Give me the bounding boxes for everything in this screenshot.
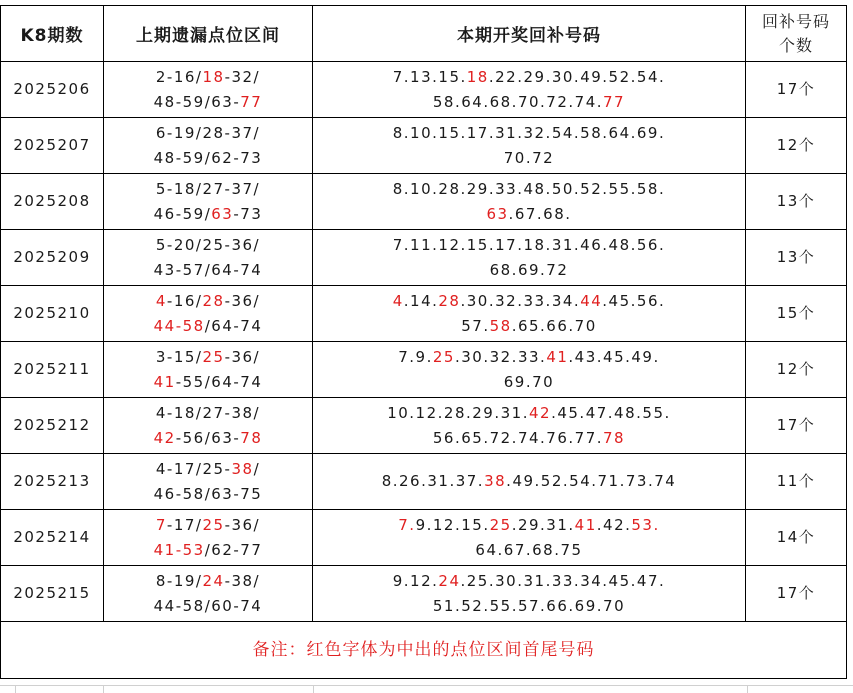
note-text: 备注：红色字体为中出的点位区间首尾号码 <box>1 622 847 679</box>
highlight-number: 58 <box>489 316 512 335</box>
numbers-line <box>313 594 745 619</box>
range-cell <box>104 454 313 510</box>
note-row <box>1 622 847 679</box>
highlight-number: 7 <box>155 515 167 534</box>
highlight-number: 38 <box>231 459 254 478</box>
highlight-number: 28 <box>438 291 461 310</box>
highlight-number: 4 <box>392 291 404 310</box>
text-segment: -36/ <box>224 347 261 366</box>
period-cell: 2025211 <box>1 342 104 398</box>
highlight-number: 38 <box>484 472 507 490</box>
text-segment: 8.26.31.37. <box>381 472 485 490</box>
k8-table <box>0 5 847 679</box>
text-segment: 64.67.68.75 <box>475 540 583 559</box>
table-row <box>1 286 847 342</box>
text-segment: .45.47.48.55. <box>551 403 671 422</box>
range-cell <box>104 398 313 454</box>
range-cell <box>104 230 313 286</box>
text-segment: 7.11.12.15.17.18.31.46.48.56. <box>392 235 666 254</box>
text-segment: 44-58/60-74 <box>153 596 263 615</box>
table-row <box>1 230 847 286</box>
numbers-line <box>313 177 745 202</box>
numbers-cell <box>313 230 746 286</box>
text-segment: .14. <box>403 291 439 310</box>
table-row <box>1 566 847 622</box>
numbers-line <box>313 469 745 494</box>
range-cell <box>104 118 313 174</box>
numbers-line <box>313 513 745 538</box>
text-segment: -32/ <box>224 67 261 86</box>
range-line <box>104 426 312 451</box>
period-cell: 2025208 <box>1 174 104 230</box>
text-segment: .42. <box>596 515 632 534</box>
text-segment: 46-58/63-75 <box>153 484 263 503</box>
range-cell <box>104 286 313 342</box>
table-row <box>1 342 847 398</box>
text-segment: 58.64.68.70.72.74. <box>432 92 604 111</box>
text-segment: 56.65.72.74.76.77. <box>432 428 604 447</box>
range-cell <box>104 566 313 622</box>
numbers-cell <box>313 342 746 398</box>
numbers-line <box>313 289 745 314</box>
highlight-number: 41 <box>153 372 176 391</box>
range-line <box>104 121 312 146</box>
range-line <box>104 482 312 507</box>
text-segment: 8-19/ <box>155 571 203 590</box>
numbers-cell <box>313 286 746 342</box>
highlight-number: 78 <box>603 428 626 447</box>
count-cell: 17个 <box>746 398 847 454</box>
text-segment: 43-57/64-74 <box>153 260 263 279</box>
text-segment: 4-18/27-38/ <box>155 403 261 422</box>
numbers-cell <box>313 118 746 174</box>
highlight-number: 41-53 <box>153 540 205 559</box>
table-row <box>1 398 847 454</box>
text-segment: 8.10.28.29.33.48.50.52.55.58. <box>392 179 666 198</box>
text-segment: .45.56. <box>602 291 666 310</box>
text-segment: 48-59/62-73 <box>153 148 263 167</box>
header-range: 上期遗漏点位区间 <box>104 6 313 62</box>
highlight-number: 78 <box>240 428 263 447</box>
text-segment: .67.68. <box>508 204 572 223</box>
numbers-line <box>313 314 745 339</box>
highlight-number: 18 <box>466 67 489 86</box>
text-segment: -36/ <box>224 291 261 310</box>
text-segment: 10.12.28.29.31. <box>387 403 529 422</box>
text-segment: .25.30.31.33.34.45.47. <box>460 571 666 590</box>
highlight-number: 25 <box>432 347 455 366</box>
text-segment: 70.72 <box>503 148 555 167</box>
text-segment: 7.13.15. <box>392 67 467 86</box>
header-numbers: 本期开奖回补号码 <box>313 6 746 62</box>
header-row <box>1 6 847 62</box>
table-row <box>1 510 847 566</box>
text-segment: 5-18/27-37/ <box>155 179 261 198</box>
count-cell: 15个 <box>746 286 847 342</box>
numbers-cell <box>313 398 746 454</box>
numbers-line <box>313 345 745 370</box>
count-cell: 17个 <box>746 566 847 622</box>
range-line <box>104 457 312 482</box>
highlight-number: 63 <box>211 204 234 223</box>
range-line <box>104 513 312 538</box>
numbers-cell <box>313 62 746 118</box>
numbers-line <box>313 146 745 171</box>
text-segment: / <box>253 459 261 478</box>
highlight-number: 7. <box>398 515 416 534</box>
numbers-cell <box>313 174 746 230</box>
numbers-line <box>313 65 745 90</box>
text-segment: .49.52.54.71.73.74 <box>506 472 677 490</box>
text-segment: -73 <box>233 204 263 223</box>
highlight-number: 24 <box>202 571 225 590</box>
range-line <box>104 569 312 594</box>
header-count: 回补号码 个数 <box>746 6 847 62</box>
period-cell: 2025210 <box>1 286 104 342</box>
text-segment: .65.66.70 <box>511 316 597 335</box>
highlight-number: 25 <box>489 515 512 534</box>
range-line <box>104 401 312 426</box>
text-segment: 69.70 <box>503 372 555 391</box>
highlight-number: 53. <box>631 515 660 534</box>
highlight-number: 44-58 <box>153 316 205 335</box>
text-segment: -38/ <box>224 571 261 590</box>
text-segment: -16/ <box>166 291 203 310</box>
highlight-number: 28 <box>202 291 225 310</box>
range-line <box>104 90 312 115</box>
text-segment: 9.12. <box>392 571 439 590</box>
text-segment: -56/63- <box>175 428 241 447</box>
text-segment: .29.31. <box>511 515 575 534</box>
range-line <box>104 594 312 619</box>
highlight-number: 44 <box>580 291 603 310</box>
text-segment: .30.32.33. <box>454 347 547 366</box>
range-line <box>104 258 312 283</box>
text-segment: 2-16/ <box>155 67 203 86</box>
range-line <box>104 146 312 171</box>
numbers-line <box>313 202 745 227</box>
numbers-line <box>313 370 745 395</box>
header-period: K8期数 <box>1 6 104 62</box>
period-cell: 2025215 <box>1 566 104 622</box>
range-line <box>104 289 312 314</box>
numbers-cell <box>313 510 746 566</box>
highlight-number: 4 <box>155 291 167 310</box>
range-line <box>104 233 312 258</box>
count-cell: 11个 <box>746 454 847 510</box>
text-segment: .22.29.30.49.52.54. <box>488 67 666 86</box>
range-line <box>104 370 312 395</box>
count-cell: 13个 <box>746 230 847 286</box>
text-segment: -36/ <box>224 515 261 534</box>
highlight-number: 18 <box>202 67 225 86</box>
highlight-number: 42 <box>528 403 552 422</box>
text-segment: .30.32.33.34. <box>460 291 581 310</box>
count-cell: 17个 <box>746 62 847 118</box>
count-cell: 12个 <box>746 342 847 398</box>
numbers-cell <box>313 454 746 510</box>
count-cell: 14个 <box>746 510 847 566</box>
range-cell <box>104 174 313 230</box>
text-segment: .43.45.49. <box>568 347 660 366</box>
table-row <box>1 174 847 230</box>
count-cell: 13个 <box>746 174 847 230</box>
table-body <box>1 62 847 622</box>
numbers-line <box>313 569 745 594</box>
range-line <box>104 202 312 227</box>
text-segment: 51.52.55.57.66.69.70 <box>432 596 626 615</box>
table-row <box>1 454 847 510</box>
highlight-number: 77 <box>603 92 626 111</box>
table-row <box>1 118 847 174</box>
text-segment: 46-59/ <box>153 204 212 223</box>
numbers-line <box>313 538 745 563</box>
text-segment: 7.9. <box>398 347 433 366</box>
range-cell <box>104 342 313 398</box>
text-segment: -55/64-74 <box>175 372 263 391</box>
text-segment: 57. <box>461 316 490 335</box>
range-line <box>104 65 312 90</box>
numbers-line <box>313 121 745 146</box>
highlight-number: 25 <box>202 347 225 366</box>
text-segment: /62-77 <box>204 540 263 559</box>
highlight-number: 41 <box>546 347 569 366</box>
numbers-line <box>313 401 745 426</box>
numbers-line <box>313 426 745 451</box>
period-cell: 2025206 <box>1 62 104 118</box>
range-line <box>104 314 312 339</box>
count-cell: 12个 <box>746 118 847 174</box>
period-cell: 2025213 <box>1 454 104 510</box>
text-segment: 9.12.15. <box>415 515 490 534</box>
highlight-number: 42 <box>153 428 176 447</box>
text-segment: 68.69.72 <box>489 260 569 279</box>
text-segment: 8.10.15.17.31.32.54.58.64.69. <box>392 123 666 142</box>
numbers-cell <box>313 566 746 622</box>
highlight-number: 77 <box>240 92 263 111</box>
period-cell: 2025212 <box>1 398 104 454</box>
period-cell: 2025214 <box>1 510 104 566</box>
highlight-number: 25 <box>202 515 225 534</box>
numbers-line <box>313 233 745 258</box>
text-segment: 4-17/25- <box>155 459 232 478</box>
highlight-number: 41 <box>574 515 597 534</box>
range-line <box>104 538 312 563</box>
numbers-line <box>313 258 745 283</box>
highlight-number: 24 <box>438 571 461 590</box>
text-segment: /64-74 <box>204 316 263 335</box>
text-segment: 3-15/ <box>155 347 203 366</box>
highlight-number: 63 <box>486 204 509 223</box>
range-line <box>104 177 312 202</box>
text-segment: -17/ <box>166 515 203 534</box>
text-segment: 5-20/25-36/ <box>155 235 261 254</box>
range-cell <box>104 62 313 118</box>
text-segment: 6-19/28-37/ <box>155 123 261 142</box>
period-cell: 2025209 <box>1 230 104 286</box>
range-line <box>104 345 312 370</box>
range-cell <box>104 510 313 566</box>
numbers-line <box>313 90 745 115</box>
text-segment: 48-59/63- <box>153 92 241 111</box>
period-cell: 2025207 <box>1 118 104 174</box>
table-row <box>1 62 847 118</box>
